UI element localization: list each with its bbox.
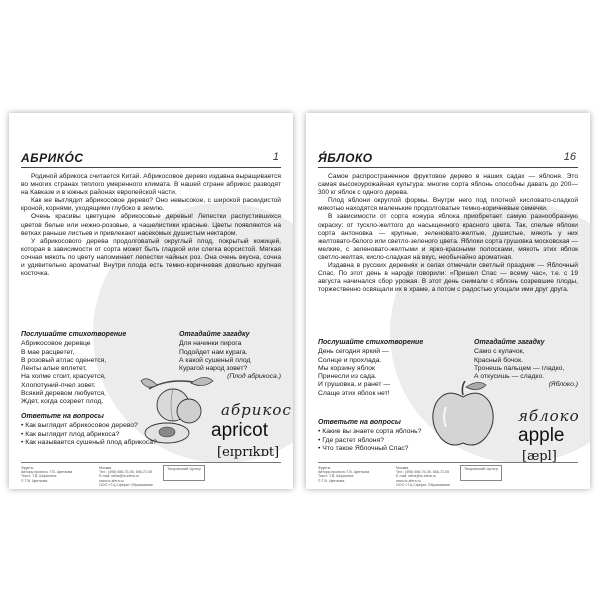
paragraph: Как же выглядит абрикосовое дерево? Оно невысокое, с широкой раскидистой кроной, корнями, уходящими глубоко в землю. [21,197,281,213]
question-item: • Как выглядит плод абрикоса? [21,430,120,438]
poem-line: Хлопотуний-пчел зовет. [21,381,96,389]
transcription: [æpl] [522,449,557,464]
riddle-line: Для начинки пирога [179,340,242,348]
poem-line: В розовый атлас оденется, [21,356,107,364]
paragraph: Издавна в русских деревнях и селах отмечали светлый праздник — Яблочный Спас. По этот день в народе говорили: «Пришел Спас — всему час», т.е. с 19 августа начинался сбор урожая. В этот день снимали с яблонь созревшие плоды, торжественно освящали их в храме, а потом с радостью угощали ими друг друга. [318,262,578,294]
questions-block [21,413,157,447]
riddle-heading: Отгадайте загадку [179,331,250,338]
question-item: • Как выглядит абрикосовое дерево? [21,422,138,430]
apple-illustration [428,381,498,449]
poem-line: Мы корзину яблок [318,364,375,372]
poem-line: Ленты алые вплетет, [21,365,87,373]
riddle-answer: (Плод абрикоса.) [227,373,281,381]
question-item: • Как называется сушеный плод абрикоса? [21,438,157,446]
questions-heading: Ответьте на вопросы [21,413,104,420]
paragraph: У абрикосового дерева продолговатый округлый плод, покрытый кожицей, которая в зависимости от сорта может быть гладкой или слегка ворсистой. Мягкая сочная мякоть по цвету напоминает лепестки чайных роз. Она очень вкусна, сочна и удивительно ароматна! Внутри плода есть темно-коричневая довольно крупная косточка. [21,237,281,278]
transcription: [eɪprɪkɒt] [217,445,280,460]
poem-line: Солнце и прохлада. [318,356,382,364]
description-text [318,173,578,294]
paragraph: Родиной абрикоса считается Китай. Абрикосовое дерево издавна выращивается во многих странах теплого умеренного климата. В нашей стране абрикос разводят на Кавказе и в южных районах европейской части. [21,173,281,197]
poem-line: Абрикосовое деревце [21,340,91,348]
title-row [318,151,578,168]
riddle-line: Само с кулачок, [474,348,525,356]
question-item: • Где растет яблоня? [318,436,384,444]
script-word: абрикос [221,401,292,419]
publisher-logo: Творческий Центр [460,465,502,481]
poem-line: День сегодня яркий — [318,348,389,356]
card-title: Я́БЛОКО [318,151,373,165]
apricot-card [9,113,293,489]
riddle-answer: (Яблоко.) [548,381,578,389]
poem-heading: Послушайте стихотворение [21,331,127,338]
page-number: 16 [563,151,576,163]
question-item: • Какие вы знаете сорта яблонь? [318,428,422,436]
question-item: • Что такое Яблочный Спас? [318,444,409,452]
poem-heading: Послушайте стихотворение [318,339,424,346]
questions-block [318,419,422,453]
riddle-heading: Отгадайте загадку [474,339,545,346]
poem-line: На холме стоит, красуется, [21,373,106,381]
riddle-line: Курагой народ зовет? [179,365,248,373]
title-row [21,151,281,168]
riddle-line: Подойдет нам курага. [179,348,248,356]
paragraph: Самое распространенное фруктовое дерево в наших садах — яблоня. Это самая высокоурожайная культура: многие сорта яблонь способны давать до 200—300 кг яблок с одного дерева. [318,173,578,197]
footer-credits: Фрукты Авторы проекта: Т.В. Цветкова Текст: Т.В. Шорыгина © Т.В. Цветкова [318,466,370,483]
paragraph: Плод яблони округлой формы. Внутри него под плотной кисловато-сладкой мякотью находятся маленькие продолговатые темно-коричневые семечки. [318,197,578,213]
poem-block [21,331,126,407]
riddle-line: Тронешь пальцем — гладко, [474,364,565,372]
poem-block [318,339,423,398]
poem-line: В мае расцветет, [21,348,75,356]
footer [21,462,281,487]
poem-line: И грушовка, и ранет — [318,381,391,389]
poem-line: Ждет, когда созреет плод. [21,398,104,406]
publisher-logo: Творческий Центр [163,465,205,481]
footer-contacts: Москва Тел.: (495) 656-75-05, 656-72-05 E-mail: sfera@tc-sfera.ru www.tc-sfera.ru ООО «ТЦ Сфера» Образование [99,466,154,487]
english-word: apricot [211,420,269,441]
riddle-line: Красный бочок. [474,356,523,364]
poem-line: Слаще этих яблок нет! [318,389,390,397]
footer [318,462,578,487]
riddle-line: А какой сушеный плод [179,356,251,364]
paragraph: Очень красивы цветущие абрикосовые деревья! Лепестки распустившихся цветов белые или нежно-розовые, а чашелистики красные. Цветы появляются на ветках раньше листьев и привлекают насекомых душистым нектаром. [21,213,281,237]
apple-card [306,113,590,489]
card-title: АБРИКО́С [21,151,84,165]
questions-heading: Ответьте на вопросы [318,419,401,426]
paragraph: В зависимости от сорта кожура яблока приобретает самую разнообразную окраску: от тускло-желтого до насыщенного красного цвета. Так, спелые яблоки сорта антоновка — крупные, зеленовато-желтые, душистые, мякоть у них желтовато-белого или светло-зеленого цвета. Яблоки сорта грушовка московская — мелкие, с зеленовато-желтыми и ярко-красными полосками, мякоть этих яблок светло-желтая, кисло-сладкая на вкус, необычайно ароматная. [318,213,578,261]
footer-credits: Фрукты Авторы проекта: Т.В. Цветкова Текст: Т.В. Шорыгина © Т.В. Цветкова [21,466,73,483]
footer-contacts: Москва Тел.: (495) 656-75-05, 656-72-05 E-mail: sfera@tc-sfera.ru www.tc-sfera.ru ООО «ТЦ Сфера» Образование [396,466,451,487]
page-number: 1 [272,151,279,163]
script-word: яблоко [518,407,580,425]
description-text [21,173,281,278]
poem-line: Принесли из сада. [318,373,377,381]
english-word: apple [518,425,565,446]
poem-line: Всякий деревом любуется, [21,390,106,398]
riddle-line: А откусишь — сладко. [474,373,545,381]
